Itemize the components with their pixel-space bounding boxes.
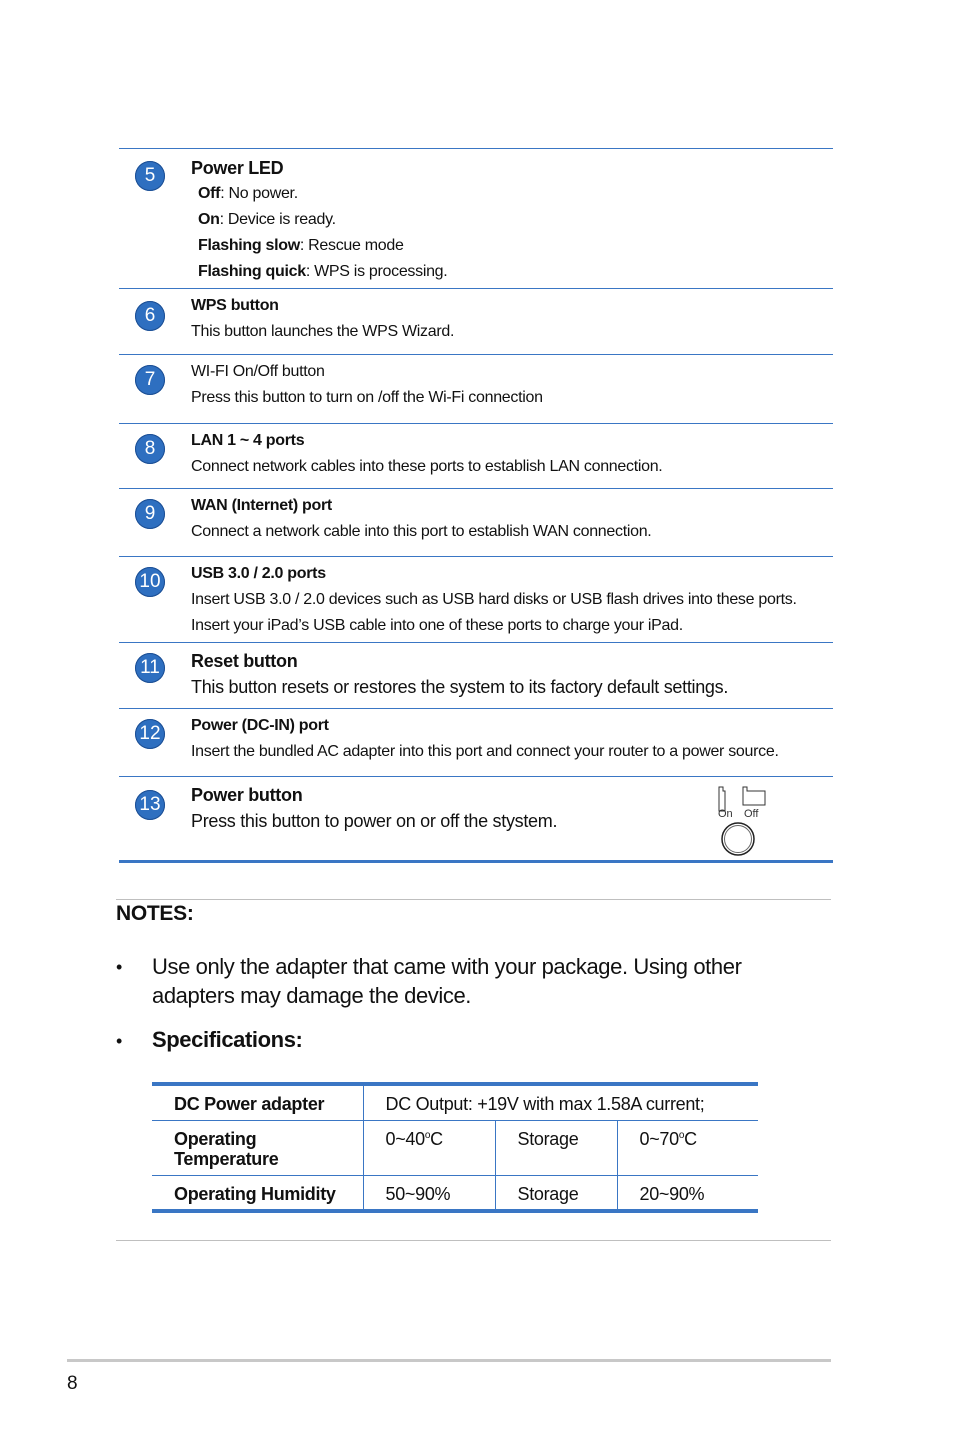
badge-7: 7 [135,365,165,395]
badge-10: 10 [135,567,165,597]
spec-label: Operating Temperature [152,1120,363,1175]
badge-5: 5 [135,161,165,191]
spec-row-humidity [152,1175,758,1211]
led-state-flash-quick: Flashing quick: WPS is processing. [198,263,448,280]
power-switch-illustration [717,783,787,859]
spec-value: DC Output: +19V with max 1.58A current; [363,1084,758,1120]
row-power-led [119,148,833,288]
badge-6: 6 [135,301,165,331]
row-desc: This button launches the WPS Wizard. [191,323,455,340]
row-desc: Connect network cables into these ports to establish LAN connection. [191,458,663,475]
row-title: WAN (Internet) port [191,497,332,514]
led-state-on: On: Device is ready. [198,211,336,228]
badge-8: 8 [135,434,165,464]
spec-storage-label: Storage [495,1120,617,1175]
spec-label: Operating Humidity [152,1175,363,1211]
spec-row-dc-power [152,1084,758,1120]
spec-value-operating: 0~40$^o$C [363,1120,495,1175]
badge-11: 11 [135,653,165,683]
notes-heading: NOTES: [116,902,194,925]
bullet-2: • [116,1031,123,1051]
badge-12: 12 [135,719,165,749]
spec-storage-label: Storage [495,1175,617,1211]
specifications-label: Specifications: [152,1027,303,1052]
row-wifi-button [119,354,833,423]
row-title: Power button [191,785,303,805]
row-desc: This button resets or restores the system to its factory default settings. [191,677,729,697]
row-desc: Press this button to power on or off the stystem. [191,811,558,831]
row-power-button [119,776,833,863]
row-title: Reset button [191,651,298,671]
row-desc: Press this button to turn on /off the Wi-Fi connection [191,389,543,406]
row-desc-1: Insert USB 3.0 / 2.0 devices such as USB hard disks or USB flash drives into these ports. [191,591,797,608]
row-title: Power (DC-IN) port [191,717,329,734]
row-wan-port [119,488,833,556]
divider-top [116,899,831,900]
spec-label: DC Power adapter [174,1094,325,1114]
row-title: USB 3.0 / 2.0 ports [191,565,326,582]
row-title: LAN 1 ~ 4 ports [191,432,305,449]
row-title: WI-FI On/Off button [191,363,325,380]
parts-table [119,148,833,863]
led-state-flash-slow: Flashing slow: Rescue mode [198,237,404,254]
row-wps-button [119,288,833,354]
spec-value-storage: 20~90% [617,1175,758,1211]
page-number: 8 [67,1373,78,1394]
row-dc-in-port [119,708,833,776]
row-usb-ports [119,556,833,642]
note-adapter: Use only the adapter that came with your package. Using other adapters may damage the device. [152,954,742,1008]
spec-value-storage: 0~70$^o$C [617,1120,758,1175]
spec-value-operating: 50~90% [363,1175,495,1211]
power-switch-icon [717,783,787,859]
row-desc: Insert the bundled AC adapter into this port and connect your router to a power source. [191,743,779,760]
specifications-table [152,1082,758,1213]
bullet-1: • [116,957,123,977]
badge-9: 9 [135,499,165,529]
row-desc-2: Insert your iPad’s USB cable into one of these ports to charge your iPad. [191,617,683,634]
footer-rule [67,1359,831,1362]
divider-bottom [116,1240,831,1241]
row-reset-button [119,642,833,708]
row-title: Power LED [191,158,284,178]
row-lan-ports [119,423,833,488]
badge-13: 13 [135,790,165,820]
switch-on-label: On [718,808,733,820]
spec-row-temperature [152,1120,758,1175]
row-desc: Connect a network cable into this port to establish WAN connection. [191,523,652,540]
row-title: WPS button [191,297,279,314]
led-state-off: Off: No power. [198,185,298,202]
switch-off-label: Off [744,808,759,820]
